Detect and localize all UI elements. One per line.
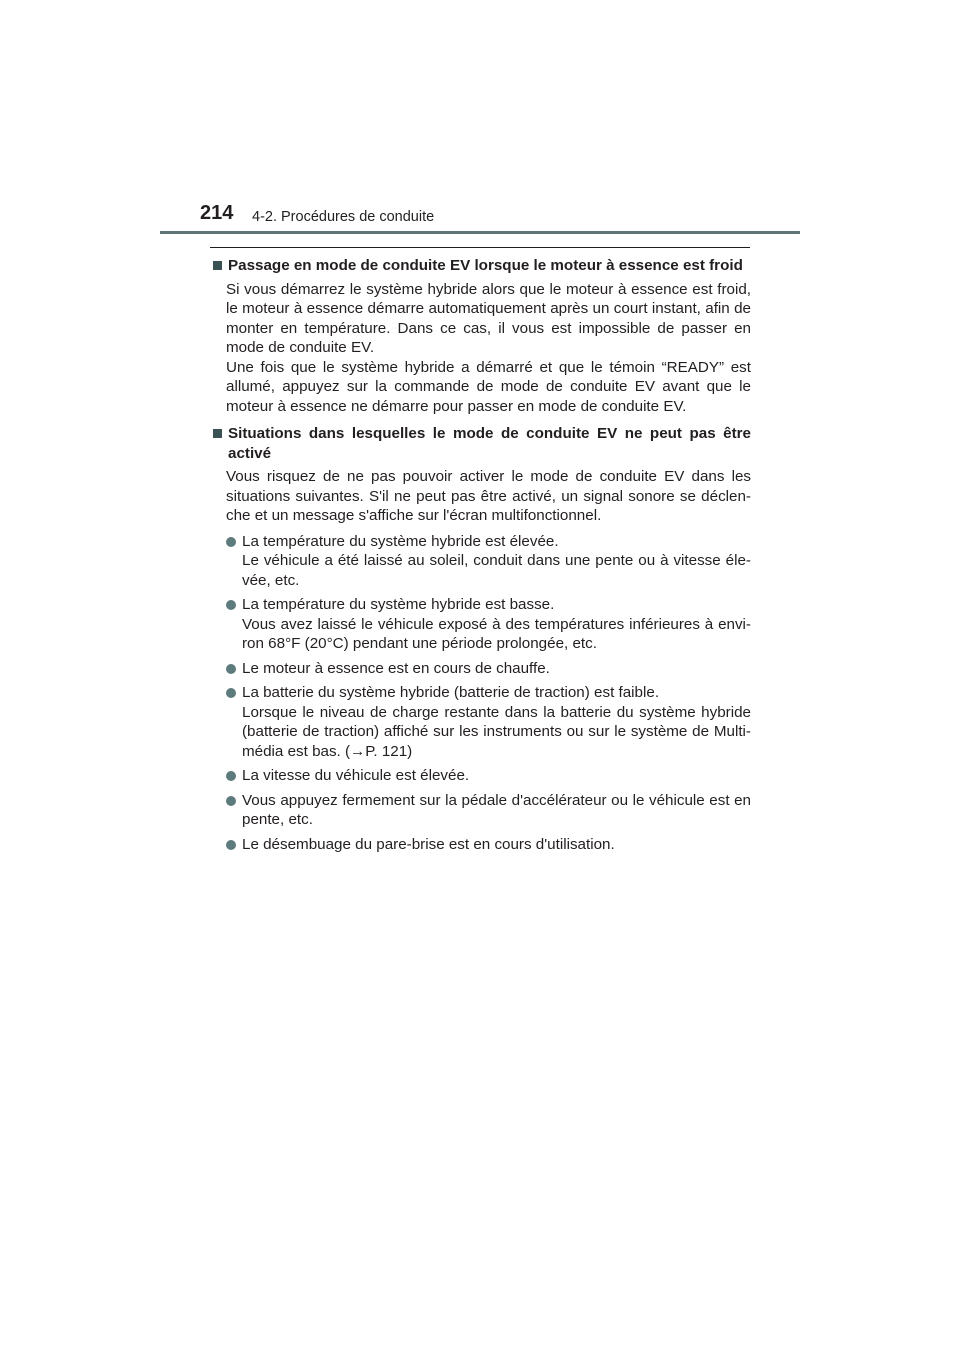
section-heading-text: Situations dans lesquelles le mode de conduite EV ne peut pas être activé bbox=[228, 425, 751, 462]
content-divider bbox=[210, 247, 750, 248]
list-item-title: La température du système hybride est basse. bbox=[242, 596, 555, 613]
square-bullet-icon bbox=[213, 429, 222, 438]
list-item-title: La température du système hybride est élevée. bbox=[242, 532, 559, 550]
list-item-title: Vous appuyez fermement sur la pédale d'accélérateur ou le véhicule est en pente, etc. bbox=[242, 791, 751, 828]
circle-bullet-icon bbox=[226, 688, 236, 698]
section-title: 4-2. Procédures de conduite bbox=[252, 209, 435, 225]
page-header bbox=[0, 0, 960, 240]
circle-bullet-icon bbox=[226, 796, 236, 806]
conditions-list bbox=[210, 532, 751, 855]
list-item-title: La batterie du système hybride (batterie de traction) est faible. bbox=[242, 684, 660, 701]
section-cold-engine bbox=[210, 256, 751, 416]
header-divider bbox=[160, 231, 800, 234]
paragraph: Une fois que le système hybride a démarré et que le témoin “READY” est allumé, appuyez sur la commande de mode de conduite EV avant que le moteur à essence ne démarre pour passer en mode de conduite EV. bbox=[226, 358, 751, 415]
paragraph: Si vous démarrez le système hybride alors que le moteur à essence est froid, le moteur à essence démarre automatiquement après un court instant, afin de monter en température. Dans ce cas, il vous est impossible de passer en mode de conduite EV. bbox=[226, 280, 751, 356]
list-item-title: Le moteur à essence est en cours de chauffe. bbox=[242, 659, 550, 677]
list-item bbox=[210, 659, 751, 679]
list-item-detail: Lorsque le niveau de charge restante dans la batterie du système hybride (batterie de traction) affiché sur les instruments ou sur le système de Multi-média est bas. (→P. 121) bbox=[242, 703, 751, 760]
list-item bbox=[210, 766, 751, 786]
list-item-detail: Le véhicule a été laissé au soleil, conduit dans une pente ou à vitesse éle-vée, etc. bbox=[242, 552, 751, 589]
list-item bbox=[210, 532, 751, 591]
section-heading-text: Passage en mode de conduite EV lorsque le moteur à essence est froid bbox=[228, 257, 743, 274]
circle-bullet-icon bbox=[226, 771, 236, 781]
list-item-title: Le désembuage du pare-brise est en cours d'utilisation. bbox=[242, 835, 615, 853]
circle-bullet-icon bbox=[226, 840, 236, 850]
square-bullet-icon bbox=[213, 261, 222, 270]
circle-bullet-icon bbox=[226, 537, 236, 547]
section-heading bbox=[210, 256, 751, 276]
section-heading bbox=[210, 424, 751, 463]
list-item bbox=[210, 595, 751, 654]
circle-bullet-icon bbox=[226, 664, 236, 674]
list-item-detail: Vous avez laissé le véhicule exposé à des températures inférieures à envi-ron 68°F (20°C) pendant une période prolongée, etc. bbox=[242, 615, 751, 652]
page-number: 214 bbox=[200, 202, 234, 224]
list-item bbox=[210, 791, 751, 830]
section-ev-unavailable bbox=[210, 424, 751, 854]
list-item bbox=[210, 683, 751, 761]
circle-bullet-icon bbox=[226, 600, 236, 610]
list-item-title: La vitesse du véhicule est élevée. bbox=[242, 767, 470, 784]
list-item bbox=[210, 835, 751, 855]
paragraph: Vous risquez de ne pas pouvoir activer le mode de conduite EV dans les situations suivantes. S'il ne peut pas être activé, un signal sonore se déclen-che et un message s'affiche sur l'écran multifonctionnel. bbox=[226, 468, 751, 524]
page-content bbox=[210, 256, 751, 862]
